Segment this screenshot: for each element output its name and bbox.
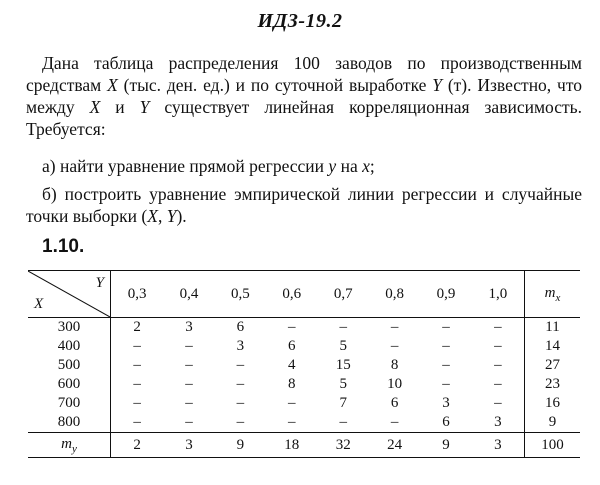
frequency-cell: 6 <box>288 338 296 354</box>
variant-number: 1.10. <box>42 236 85 257</box>
frequency-cell: – <box>133 338 141 354</box>
table-row <box>28 413 580 433</box>
frequency-cell: – <box>494 338 502 354</box>
frequency-cell: – <box>185 338 193 354</box>
frequency-cell: – <box>133 357 141 373</box>
x-value-cell: 600 <box>28 375 111 394</box>
my-sub: y <box>71 442 77 455</box>
mx-cell: 27 <box>525 356 581 375</box>
var-y: Y <box>166 206 177 226</box>
frequency-cell: – <box>339 319 347 335</box>
y-header: 0,3 <box>111 271 164 318</box>
frequency-cell: – <box>288 395 296 411</box>
problem-statement <box>26 52 582 140</box>
frequency-cell: 6 <box>236 319 245 335</box>
task-b-text: б) построить уравнение эмпирической линии регрессии и случайные точки выборки ( <box>26 184 582 226</box>
total-cell: 100 <box>525 433 581 458</box>
y-header: 0,6 <box>266 271 317 318</box>
var-y: y <box>328 156 337 176</box>
mx-sub: x <box>555 291 561 304</box>
intro-text-1: Дана таблица распределения 100 заводов по производственным средствам <box>26 53 582 95</box>
my-cell: 3 <box>472 433 525 458</box>
table-row <box>28 356 580 375</box>
var-x: X <box>147 206 158 226</box>
frequency-cell: – <box>288 414 296 430</box>
var-y: Y <box>139 97 150 117</box>
frequency-cell: – <box>442 357 450 373</box>
mx-cell: 14 <box>525 337 581 356</box>
frequency-cell: 4 <box>288 357 296 373</box>
frequency-cell: – <box>494 395 502 411</box>
my-cell: 32 <box>317 433 368 458</box>
my-cell: 9 <box>420 433 471 458</box>
y-header: 0,5 <box>215 271 266 318</box>
frequency-cell: – <box>442 319 450 335</box>
frequency-cell: – <box>185 357 193 373</box>
task-b <box>26 183 582 227</box>
corner-y-label: Y <box>95 275 104 291</box>
frequency-cell: – <box>494 357 502 373</box>
mx-cell: 23 <box>525 375 581 394</box>
frequency-cell: 6 <box>442 414 450 430</box>
frequency-cell: – <box>236 395 245 411</box>
frequency-cell: – <box>494 319 502 335</box>
intro-text-4: и <box>100 97 140 117</box>
var-y: Y <box>432 75 442 95</box>
frequency-cell: – <box>494 376 502 392</box>
mx-header <box>525 271 581 318</box>
intro-text-2: (тыс. ден. ед.) и по суточной выработке <box>117 75 433 95</box>
table-row <box>28 337 580 356</box>
frequency-cell: – <box>185 395 193 411</box>
y-header: 0,7 <box>317 271 368 318</box>
frequency-cell: 5 <box>339 338 347 354</box>
task-a-text: на <box>336 156 363 176</box>
mx-label: m <box>544 284 556 301</box>
frequency-cell: – <box>236 414 245 430</box>
frequency-cell: 2 <box>133 319 141 335</box>
my-row <box>28 433 580 458</box>
frequency-cell: – <box>133 414 141 430</box>
my-cell: 18 <box>266 433 317 458</box>
frequency-cell: – <box>236 357 245 373</box>
frequency-cell: 7 <box>339 395 347 411</box>
intro-text-3: (т). Известно, что между <box>26 75 583 117</box>
corner-x-label: X <box>34 296 44 312</box>
task-b-text: ). <box>176 206 187 226</box>
frequency-cell: 6 <box>390 395 399 411</box>
my-cell: 3 <box>163 433 214 458</box>
y-header: 0,8 <box>369 271 420 318</box>
frequency-cell: 3 <box>236 338 245 354</box>
frequency-cell: 8 <box>288 376 296 392</box>
correlation-table <box>28 270 580 458</box>
task-a-text: ; <box>369 156 375 176</box>
y-header: 0,4 <box>163 271 214 318</box>
frequency-cell: 10 <box>387 376 403 392</box>
frequency-cell: – <box>236 376 245 392</box>
frequency-cell: – <box>185 414 193 430</box>
frequency-cell: – <box>390 414 399 430</box>
task-b-text: , <box>157 206 167 226</box>
y-header: 1,0 <box>472 271 525 318</box>
frequency-cell: – <box>442 376 450 392</box>
frequency-cell: – <box>133 376 141 392</box>
table-row <box>28 375 580 394</box>
my-cell: 24 <box>369 433 420 458</box>
mx-cell: 11 <box>525 318 581 338</box>
my-cell: 9 <box>215 433 266 458</box>
frequency-cell: 5 <box>339 376 347 392</box>
x-value-cell: 500 <box>28 356 111 375</box>
frequency-cell: 15 <box>335 357 351 373</box>
frequency-cell: – <box>133 395 141 411</box>
frequency-cell: – <box>390 338 399 354</box>
frequency-cell: – <box>442 338 450 354</box>
frequency-cell: 3 <box>442 395 450 411</box>
corner-cell <box>28 271 111 318</box>
var-x: x <box>362 156 370 176</box>
task-a-text: а) найти уравнение прямой регрессии <box>42 156 329 176</box>
x-value-cell: 800 <box>28 413 111 433</box>
var-x: X <box>107 75 118 95</box>
my-label: m <box>61 435 72 452</box>
frequency-cell: 3 <box>185 319 193 335</box>
task-a <box>26 155 582 177</box>
table-header-row <box>28 271 580 318</box>
frequency-cell: – <box>185 376 193 392</box>
mx-cell: 16 <box>525 394 581 413</box>
x-value-cell: 300 <box>28 318 111 338</box>
x-value-cell: 400 <box>28 337 111 356</box>
frequency-cell: – <box>288 319 296 335</box>
intro-text-5: существует линейная корреляционная зависимость. Требуется: <box>26 97 582 139</box>
mx-cell: 9 <box>525 413 581 433</box>
my-cell: 2 <box>111 433 164 458</box>
x-value-cell: 700 <box>28 394 111 413</box>
frequency-cell: 8 <box>390 357 399 373</box>
frequency-cell: – <box>390 319 399 335</box>
y-header: 0,9 <box>420 271 471 318</box>
var-x: X <box>89 97 101 117</box>
table-row <box>28 394 580 413</box>
my-label-cell <box>28 433 111 458</box>
frequency-cell: 3 <box>494 414 502 430</box>
assignment-title: ИДЗ-19.2 <box>257 10 343 32</box>
table-row <box>28 318 580 338</box>
frequency-cell: – <box>339 414 347 430</box>
